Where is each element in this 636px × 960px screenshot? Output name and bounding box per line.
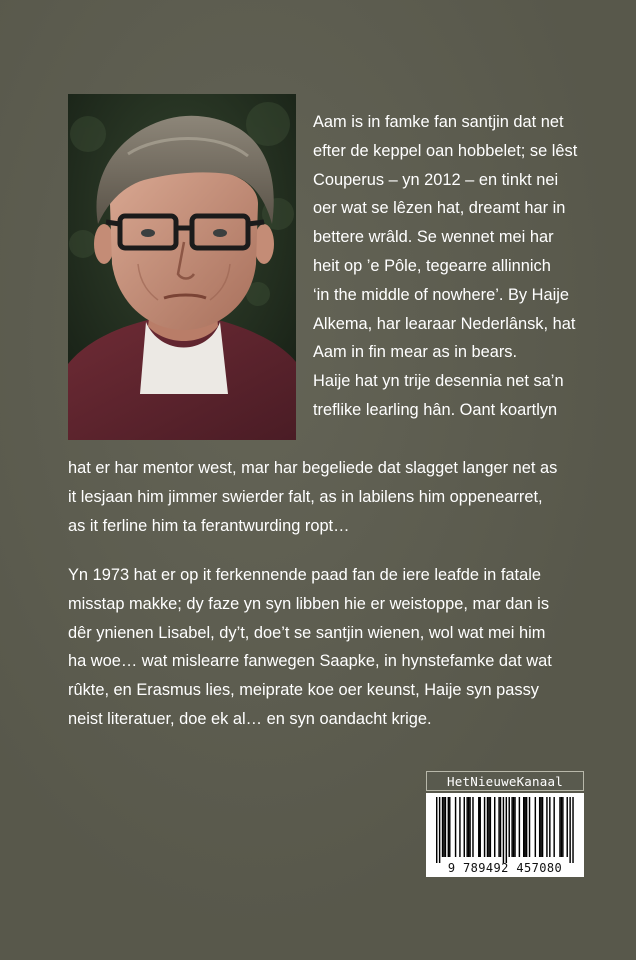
barcode-bar [549,797,550,857]
barcode-bar [472,797,473,857]
barcode-bar [523,797,524,857]
blurb-line: dêr ynienen Lisabel, dy’t, doe’t se santjin wienen, wol wat mei him [68,623,546,642]
blurb-paragraph-2 [68,561,552,734]
blurb-line: misstap makke; dy faze yn syn libben hie er weistoppe, mar dan is [68,594,550,613]
barcode-bar [540,797,541,857]
isbn-number: 9 789492 457080 [447,861,563,875]
barcode-bar [466,797,467,857]
barcode-bar [469,797,470,857]
barcode-bar [490,797,491,857]
barcode-bar [567,797,568,857]
barcode-bar [509,797,510,857]
blurb-line: Haije hat yn trije desennia net sa’n [313,372,564,391]
barcode-bar [449,797,450,857]
barcode-bar [503,797,504,863]
barcode-bar [459,797,460,857]
barcode-bar [487,797,488,857]
blurb-line: bettere wrâld. Se wennet mei har [313,228,554,247]
blurb-line: Couperus – yn 2012 – en tinkt nei [313,170,559,189]
barcode-bar [561,797,562,857]
blurb-line: rûkte, en Erasmus lies, meiprate koe oer keunst, Haije syn passy [68,681,539,700]
barcode-bar [506,797,507,863]
blurb-line: Aam is in famke fan santjin dat net [313,113,564,131]
barcode-bar [500,797,501,857]
barcode-bar [464,797,465,857]
barcode-bar [524,797,525,857]
blurb-line: as it ferline him ta ferantwurding ropt… [68,516,350,535]
barcode-bar [488,797,489,857]
blurb-line: heit op ’e Pôle, tegearre allinnich [313,256,551,275]
barcode-bar [442,797,443,857]
blurb-line: it lesjaan him jimmer swierder falt, as in labilens him oppenearret, [68,487,543,506]
barcode-bar [448,797,449,857]
isbn-barcode [426,793,584,877]
barcode-bar [562,797,563,857]
barcode-bar [526,797,527,857]
blurb-line: ‘in the middle of nowhere’. By Haije [313,285,570,304]
barcode-bar [443,797,444,857]
blurb-line: hat er har mentor west, mar har begeliede dat slagget langer net as [68,459,558,477]
barcode-bars [426,793,584,863]
barcode-bar [494,797,495,857]
barcode-bar [569,797,570,863]
barcode-bar [542,797,543,857]
barcode-bar [436,797,437,863]
barcode-bar [513,797,514,857]
blurb-line: oer wat se lêzen hat, dreamt har in [313,199,566,218]
barcode-bar [519,797,520,857]
blurb-line: neist literatuer, doe ek al… en syn oandacht krige. [68,709,432,728]
barcode-bar [439,797,440,863]
blurb-line: Alkema, har learaar Nederlânsk, hat [313,314,576,333]
barcode-bar [559,797,560,857]
barcode-bar [572,797,573,863]
barcode-bar [455,797,456,857]
barcode-bar [468,797,469,857]
barcode-bar [498,797,499,857]
barcode-bar [480,797,481,857]
barcode-bar [514,797,515,857]
barcode-bar [445,797,446,857]
blurb-line: ha woe… wat mislearre fanwegen Saapke, in hynstefamke dat wat [68,652,552,671]
blurb-side-column [313,108,577,425]
blurb-line: efter de keppel oan hobbelet; se lêst [313,141,578,160]
blurb-line: Aam in fin mear as in bears. [313,343,518,362]
barcode-bar [511,797,512,857]
barcode-bar [484,797,485,857]
barcode-bar [539,797,540,857]
publisher-label: HetNieuweKanaal [426,771,584,791]
barcode-bar [546,797,547,857]
blurb-line: Yn 1973 hat er op it ferkennende paad fan de iere leafde in fatale [68,566,541,584]
blurb-line: treflike learling hân. Oant koartlyn [313,400,558,419]
barcode-bar [553,797,554,857]
author-photo [68,94,296,440]
barcode-bar [478,797,479,857]
blurb-full-width [68,454,557,540]
barcode-bar [529,797,530,857]
barcode-bar [535,797,536,857]
